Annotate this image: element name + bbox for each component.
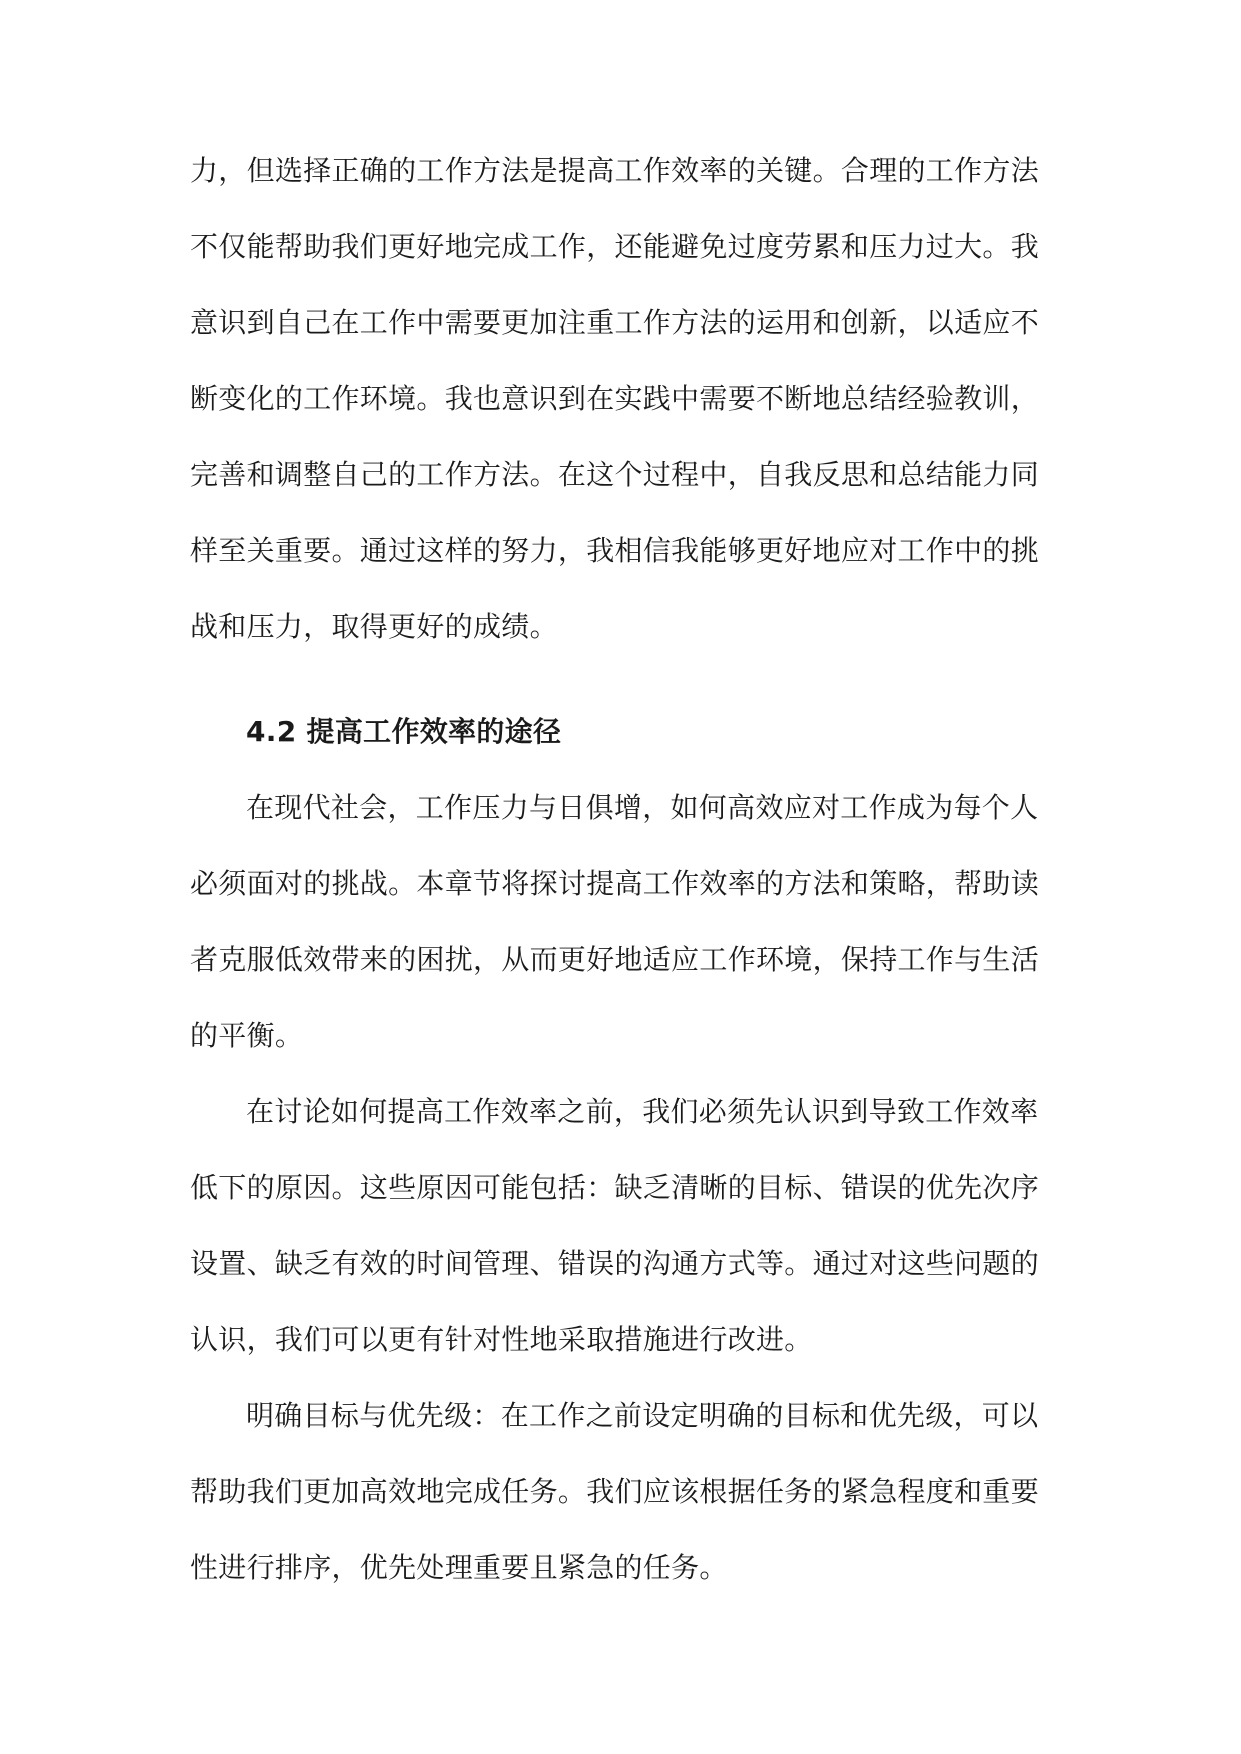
paragraph-line: 明确目标与优先级：在工作之前设定明确的目标和优先级，可以 — [246, 1399, 1039, 1432]
paragraph-line: 力，但选择正确的工作方法是提高工作效率的关键。合理的工作方法 — [190, 154, 1040, 187]
paragraph-line: 认识，我们可以更有针对性地采取措施进行改进。 — [190, 1323, 813, 1356]
paragraph-line: 意识到自己在工作中需要更加注重工作方法的运用和创新，以适应不 — [190, 306, 1040, 339]
paragraph-line: 战和压力，取得更好的成绩。 — [190, 610, 558, 643]
paragraph-line: 者克服低效带来的困扰，从而更好地适应工作环境，保持工作与生活 — [190, 943, 1040, 976]
paragraph-line: 断变化的工作环境。我也意识到在实践中需要不断地总结经验教训， — [190, 382, 1040, 415]
paragraph-line: 性进行排序，优先处理重要且紧急的任务。 — [190, 1551, 728, 1584]
paragraph-line: 必须面对的挑战。本章节将探讨提高工作效率的方法和策略，帮助读 — [190, 867, 1040, 900]
section-heading: 4.2 提高工作效率的途径 — [246, 715, 562, 748]
paragraph-line: 在讨论如何提高工作效率之前，我们必须先认识到导致工作效率 — [246, 1095, 1039, 1128]
paragraph-line: 帮助我们更加高效地完成任务。我们应该根据任务的紧急程度和重要 — [190, 1475, 1040, 1508]
paragraph-line: 不仅能帮助我们更好地完成工作，还能避免过度劳累和压力过大。我 — [190, 230, 1040, 263]
paragraph-line: 的平衡。 — [190, 1019, 304, 1052]
paragraph-line: 样至关重要。通过这样的努力，我相信我能够更好地应对工作中的挑 — [190, 534, 1040, 567]
paragraph-line: 完善和调整自己的工作方法。在这个过程中，自我反思和总结能力同 — [190, 458, 1040, 491]
paragraph-line: 设置、缺乏有效的时间管理、错误的沟通方式等。通过对这些问题的 — [190, 1247, 1040, 1280]
paragraph-line: 低下的原因。这些原因可能包括：缺乏清晰的目标、错误的优先次序 — [190, 1171, 1040, 1204]
paragraph-line: 在现代社会，工作压力与日俱增，如何高效应对工作成为每个人 — [246, 791, 1039, 824]
